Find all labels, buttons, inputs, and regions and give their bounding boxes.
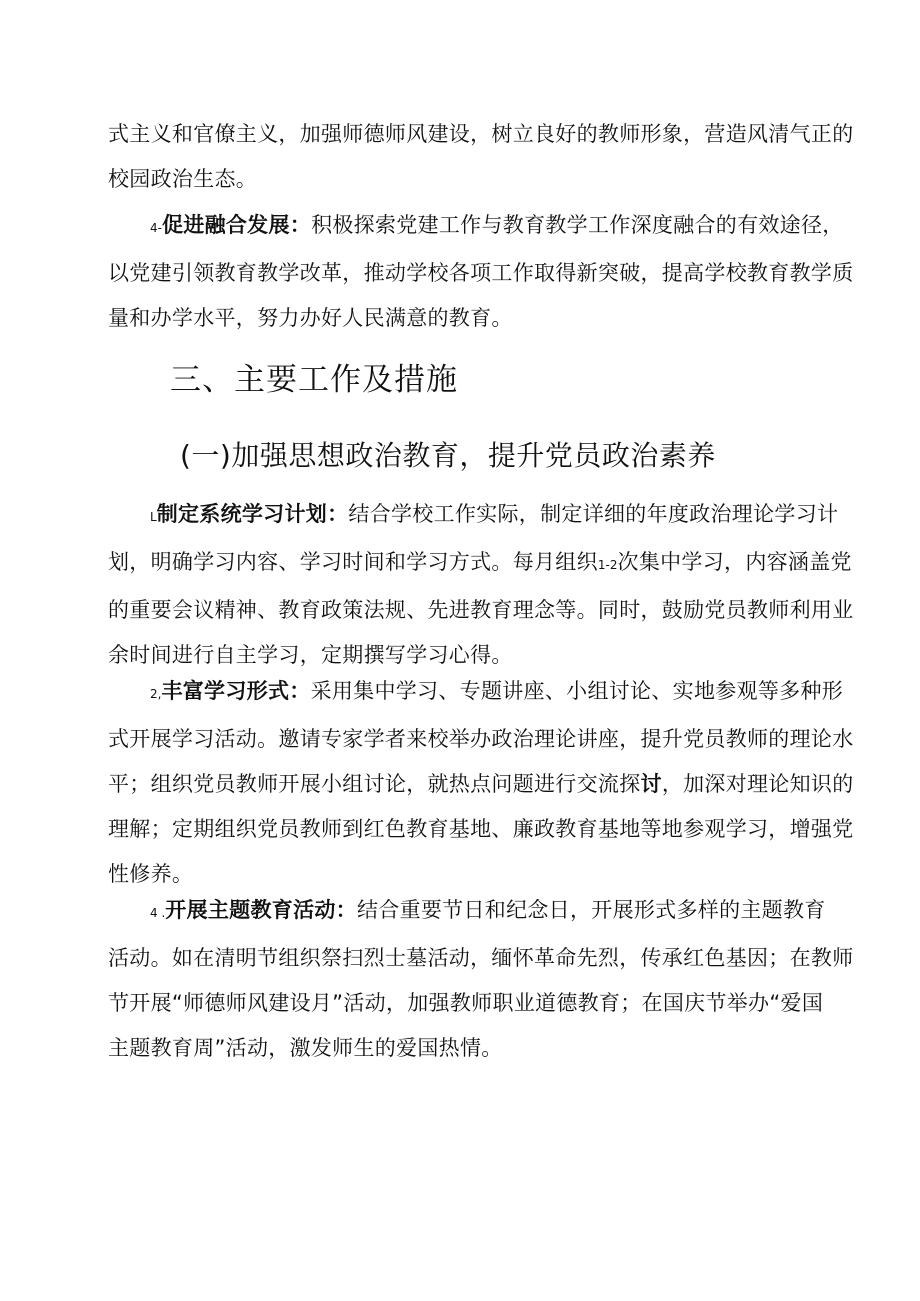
- text-line: 以党建引领教育教学改革，推动学校各项工作取得新突破，提高学校教育教学质: [108, 261, 854, 285]
- text-line: 采用集中学习、专题讲座、小组讨论、实地参观等多种形: [310, 679, 844, 703]
- text-line: 余时间进行自主学习，定期撰写学习心得。: [108, 643, 513, 667]
- text-line: 活动。如在清明节组织祭扫烈士墓活动，缅怀革命先烈，传承红色基因；在教师: [108, 946, 854, 970]
- text-line: 结合学校工作实际，制定详细的年度政治理论学习计: [348, 502, 839, 526]
- item-number: 4 .: [150, 906, 166, 920]
- paragraph-theme-activities: [108, 888, 854, 1071]
- item-number: 2,: [150, 687, 162, 701]
- item-heading: 丰富学习形式：: [161, 679, 311, 703]
- item-heading: 制定系统学习计划：: [156, 502, 349, 526]
- text-line: 节开展“师德师风建设月”活动，加强教师职业道德教育；在国庆节举办“爱国: [108, 991, 824, 1015]
- text-line: 性修养。: [108, 862, 194, 886]
- text-line: 理解；定期组织党员教师到红色教育基地、廉政教育基地等地参观学习，增强党: [108, 817, 854, 841]
- text-line: ，加深对理论知识的: [661, 772, 854, 796]
- text-line: 结合重要节日和纪念日，开展形式多样的主题教育: [356, 898, 826, 922]
- text-line: 式主义和官僚主义，加强师德师风建设，树立良好的教师形象，营造风清气正的: [108, 122, 854, 146]
- bold-char: 讨: [640, 772, 662, 796]
- item-heading: 开展主题教育活动：: [165, 898, 357, 922]
- text-line: 积极探索党建工作与教育教学工作深度融合的有效途径，: [311, 213, 844, 237]
- paragraph-study-forms: [108, 669, 854, 897]
- section-title: 三、主要工作及措施: [170, 362, 458, 398]
- text-line: 的重要会议精神、教育政策法规、先进教育理念等。同时，鼓励党员教师利用业: [108, 598, 854, 622]
- paragraph-promote-integration: [108, 203, 854, 341]
- paragraph-study-plan: [108, 492, 854, 678]
- frequency-number: 1-2: [597, 558, 618, 572]
- subsection-title: (一)加强思想政治教育，提升党员政治素养: [180, 439, 716, 472]
- text-line: 校园政治生态。: [108, 167, 258, 191]
- text-line: 量和办学水平，努力办好人民满意的教育。: [108, 306, 513, 330]
- item-number: 4-: [150, 221, 162, 235]
- text-line: 划，明确学习内容、学习时间和学习方式。每月组织: [108, 550, 598, 574]
- paragraph-continuation: [108, 112, 854, 202]
- text-line: 主题教育周”活动，激发师生的爱国热情。: [108, 1036, 503, 1060]
- text-line: 式开展学习活动。邀请专家学者来校举办政治理论讲座，提升党员教师的理论水: [108, 727, 854, 751]
- item-number: L: [150, 510, 157, 524]
- item-heading: 促进融合发展：: [161, 213, 312, 237]
- text-line: 平；组织党员教师开展小组讨论，就热点问题进行交流探: [108, 772, 641, 796]
- text-line: 次集中学习，内容涵盖党: [617, 550, 852, 574]
